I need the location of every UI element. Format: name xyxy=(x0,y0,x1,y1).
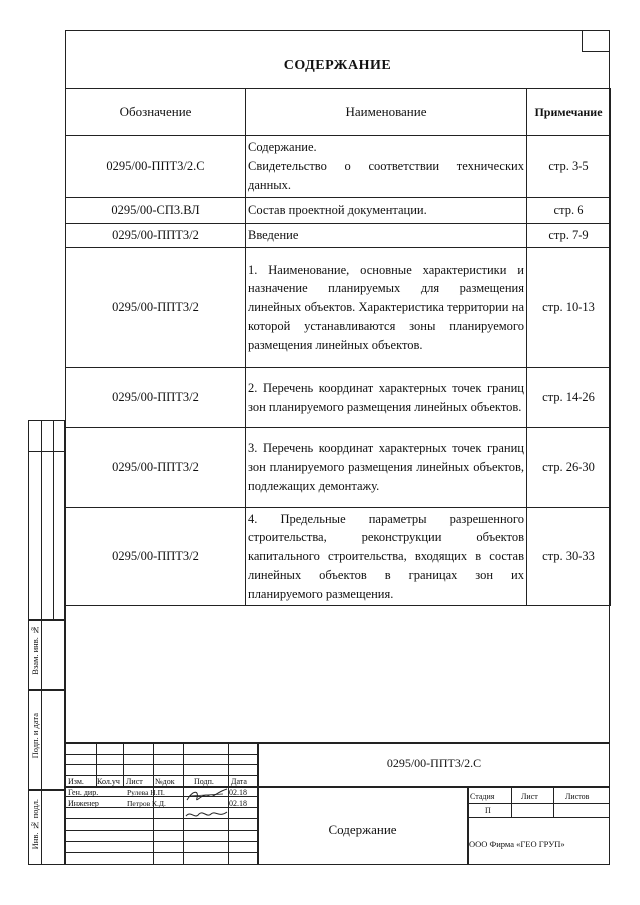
sheets-label: Листов xyxy=(565,792,590,801)
row-name-line: Свидетельство о соответствии технических данных. xyxy=(248,159,524,192)
col-list: Лист xyxy=(126,777,143,786)
role-2: Инженер xyxy=(68,799,99,808)
col-ndok: №док xyxy=(155,777,175,786)
date-1: 02.18 xyxy=(229,788,247,797)
document-name: Содержание xyxy=(328,822,397,837)
header-name: Наименование xyxy=(246,89,527,136)
contents-table xyxy=(65,88,611,606)
row-code: 0295/00-ППТ3/2 xyxy=(66,428,246,508)
strip-vzam xyxy=(28,620,65,690)
col-data: Дата xyxy=(231,777,247,786)
row-note: стр. 30-33 xyxy=(527,508,611,606)
table-row xyxy=(66,368,611,428)
row-code: 0295/00-ППТ3/2 xyxy=(66,368,246,428)
document-code: 0295/00-ППТ3/2.С xyxy=(386,756,482,770)
left-margin-grid xyxy=(28,420,65,620)
label-inv-podl: Инв. № подл. xyxy=(30,799,40,850)
table-row xyxy=(66,136,611,198)
table-row xyxy=(66,198,611,224)
col-podp: Подп. xyxy=(194,777,214,786)
row-name-line: Содержание. xyxy=(248,140,317,155)
row-name: 4. Предельные параметры разрешенного строительства, реконструкции объектов капитального строительства, входящих в состав линейных объектов в границах зон их планируемого размещения. xyxy=(246,508,527,606)
role-1: Ген. дир. xyxy=(68,788,99,797)
table-row xyxy=(66,508,611,606)
row-code: 0295/00-ППТ3/2 xyxy=(66,224,246,248)
row-name: Состав проектной документации. xyxy=(246,198,527,224)
row-name: Введение xyxy=(246,224,527,248)
signature-2 xyxy=(183,808,231,824)
row-note: стр. 6 xyxy=(527,198,611,224)
document-title: СОДЕРЖАНИЕ xyxy=(283,58,392,73)
row-name: 3. Перечень координат характерных точек границ зон планируемого размещения линейных объектов, подлежащих демонтажу. xyxy=(246,428,527,508)
frame-corner-box xyxy=(582,30,610,52)
row-note: стр. 14-26 xyxy=(527,368,611,428)
table-row xyxy=(66,428,611,508)
stage-value: П xyxy=(485,806,491,815)
row-note: стр. 10-13 xyxy=(527,248,611,368)
stage-label: Стадия xyxy=(470,792,495,801)
label-vzam-inv: Взам. инв. № xyxy=(30,625,40,675)
label-podp-data: Подп. и дата xyxy=(30,713,40,759)
signature-1 xyxy=(183,786,231,810)
strip-inv xyxy=(28,790,65,865)
name-2: Петров К.Д. xyxy=(127,799,166,808)
col-izm: Изм. xyxy=(68,777,84,786)
row-note: стр. 26-30 xyxy=(527,428,611,508)
header-note: Примечание xyxy=(527,89,611,136)
row-code: 0295/00-ППТ3/2 xyxy=(66,248,246,368)
row-code: 0295/00-ППТ3/2.С xyxy=(66,136,246,198)
row-note: стр. 7-9 xyxy=(527,224,611,248)
date-2: 02.18 xyxy=(229,799,247,808)
row-name xyxy=(246,136,527,198)
row-name: 2. Перечень координат характерных точек границ зон планируемого размещения линейных объектов. xyxy=(246,368,527,428)
strip-podp xyxy=(28,690,65,790)
name-1: Рулева Н.П. xyxy=(127,788,165,797)
company-name: ООО Фирма «ГЕО ГРУП» xyxy=(469,839,565,849)
table-row xyxy=(66,224,611,248)
row-code: 0295/00-ППТ3/2 xyxy=(66,508,246,606)
table-row xyxy=(66,248,611,368)
table-header-row xyxy=(66,89,611,136)
row-note: стр. 3-5 xyxy=(527,136,611,198)
sheet-label: Лист xyxy=(521,792,538,801)
header-designation: Обозначение xyxy=(66,89,246,136)
row-name: 1. Наименование, основные характеристики и назначение планируемых для размещения линейных объектов. Характеристика территории на которой устанавливаются зоны планируемого размещения линейных объектов. xyxy=(246,248,527,368)
col-kol: Кол.уч xyxy=(97,777,120,786)
title-block xyxy=(65,742,610,865)
row-code: 0295/00-СП3.ВЛ xyxy=(66,198,246,224)
